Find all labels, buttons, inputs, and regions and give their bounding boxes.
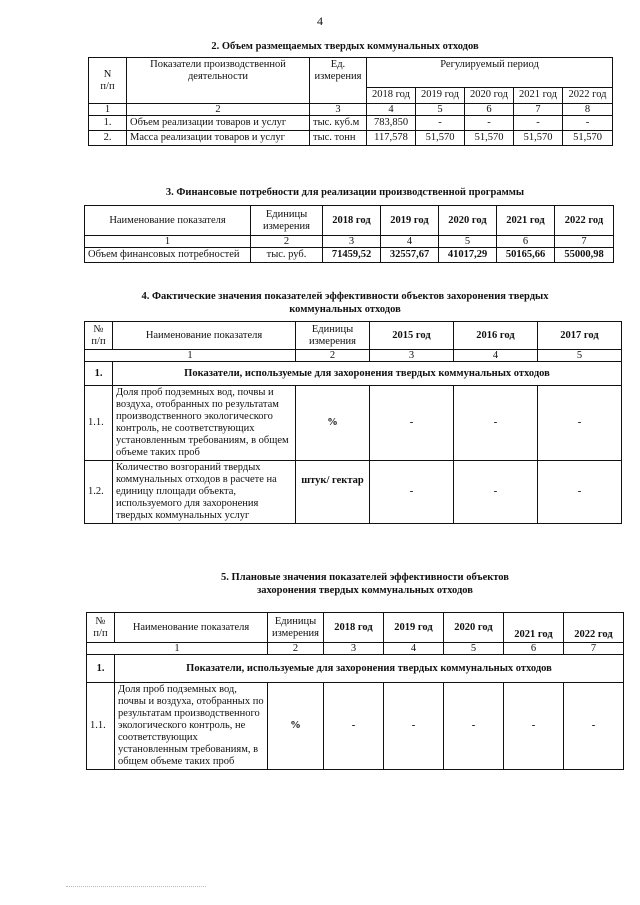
header-name: Наименование показателя [115,613,268,643]
year-header: 2015 год [370,322,454,350]
row-number: 1. [89,116,127,131]
group-title: Показатели, используемые для захоронения твердых коммунальных отходов [113,362,622,386]
group-row [85,362,622,386]
row-number: 1.2. [85,461,113,524]
row-name: Объем финансовых потребностей [85,248,251,263]
cell-value: - [370,386,454,461]
section-5-table [86,612,624,770]
header-period: Регулируемый период [367,58,613,88]
col-num: 6 [504,643,564,655]
cell-value: 32557,67 [381,248,439,263]
year-header: 2017 год [538,322,622,350]
col-num: 2 [251,236,323,248]
section-4-title [60,290,630,316]
group-number: 1. [85,362,113,386]
cell-value: 50165,66 [497,248,555,263]
col-num: 5 [538,350,622,362]
col-num: 5 [439,236,497,248]
row-name: Количество возгораний твердых коммунальных отходов в расчете на единицу площади объекта, используемого для захоронения твердых коммунальных услуг [113,461,296,524]
year-header: 2016 год [454,322,538,350]
cell-value: 117,578 [367,131,416,146]
cell-value: 71459,52 [323,248,381,263]
row-name: Масса реализации товаров и услуг [127,131,310,146]
row-unit: тыс. тонн [310,131,367,146]
header-unit: Единицы измерения [296,322,370,350]
year-header: 2022 год [563,88,613,104]
header-unit: Ед. измерения [310,58,367,104]
col-num: 4 [367,104,416,116]
cell-value: 783,850 [367,116,416,131]
year-header: 2022 год [555,206,614,236]
col-num: 2 [268,643,324,655]
header-unit: Единицы измерения [251,206,323,236]
table-row [87,683,624,770]
row-number: 2. [89,131,127,146]
cell-value: - [563,116,613,131]
col-num: 2 [296,350,370,362]
section-5-title-line2: захоронения твердых коммунальных отходов [257,585,473,596]
year-header: 2022 год [564,613,624,643]
col-num: 7 [555,236,614,248]
col-num: 1 [85,236,251,248]
col-num: 7 [564,643,624,655]
cell-value: 51,570 [563,131,613,146]
row-unit: % [268,683,324,770]
cell-value: 41017,29 [439,248,497,263]
group-row [87,655,624,683]
cell-value: - [444,683,504,770]
col-num: 8 [563,104,613,116]
table-row [85,248,614,263]
row-unit: % [296,386,370,461]
section-2-table [88,57,613,146]
col-num: 7 [514,104,563,116]
cell-value: 51,570 [416,131,465,146]
col-num: 5 [444,643,504,655]
column-numbers [87,643,624,655]
year-header: 2021 год [504,613,564,643]
column-numbers [89,104,613,116]
col-num: 3 [323,236,381,248]
col-num: 6 [497,236,555,248]
section-2-title: 2. Объем размещаемых твердых коммунальных отходов [211,41,479,52]
group-title: Показатели, используемые для захоронения твердых коммунальных отходов [115,655,624,683]
col-num: 1 [87,643,268,655]
row-number: 1.1. [85,386,113,461]
cell-value: 55000,98 [555,248,614,263]
year-header: 2020 год [465,88,514,104]
section-4-title-line2: коммунальных отходов [289,304,401,315]
year-header: 2020 год [444,613,504,643]
col-num: 4 [381,236,439,248]
table-row [89,116,613,131]
group-number: 1. [87,655,115,683]
col-num: 2 [127,104,310,116]
col-num: 4 [454,350,538,362]
col-num: 3 [310,104,367,116]
header-name: Наименование показателя [85,206,251,236]
col-num: 5 [416,104,465,116]
cell-value: - [454,461,538,524]
header-indicator: Показатели производственной деятельности [127,58,310,104]
row-name: Доля проб подземных вод, почвы и воздуха, отобранных по результатам производственного экологического контроль, не соответствующих установленным требованиям, в общем объеме таких проб [113,386,296,461]
section-3-table [84,205,614,263]
col-num: 1 [85,350,296,362]
row-unit: тыс. куб.м [310,116,367,131]
year-header: 2019 год [381,206,439,236]
year-header: 2019 год [384,613,444,643]
row-name: Объем реализации товаров и услуг [127,116,310,131]
col-num: 4 [384,643,444,655]
year-header: 2021 год [497,206,555,236]
col-num: 1 [89,104,127,116]
year-header: 2019 год [416,88,465,104]
cell-value: - [454,386,538,461]
section-3-title: 3. Финансовые потребности для реализации производственной программы [165,187,525,198]
row-unit: тыс. руб. [251,248,323,263]
cell-value: - [504,683,564,770]
header-name: Наименование показателя [113,322,296,350]
col-num: 3 [324,643,384,655]
year-header: 2018 год [324,613,384,643]
cell-value: 51,570 [514,131,563,146]
row-number: 1.1. [87,683,115,770]
page-number: 4 [317,14,323,28]
year-header: 2018 год [323,206,381,236]
header-n: № п/п [85,322,113,350]
col-num: 3 [370,350,454,362]
year-header: 2021 год [514,88,563,104]
row-name: Доля проб подземных вод, почвы и воздуха, отобранных по результатам производственного экологического контроль, не соответствующих установленным требованиям, в общем объеме таких проб [115,683,268,770]
header-n: N п/п [89,58,127,104]
section-5-title [80,571,640,597]
section-4-table [84,321,622,524]
section-5-title-line1: 5. Плановые значения показателей эффективности объектов [221,572,509,583]
cell-value: - [538,461,622,524]
footer-divider [66,886,206,887]
table-row [85,461,622,524]
col-num: 6 [465,104,514,116]
year-header: 2018 год [367,88,416,104]
header-n: № п/п [87,613,115,643]
cell-value: - [538,386,622,461]
cell-value: - [370,461,454,524]
column-numbers [85,236,614,248]
cell-value: - [564,683,624,770]
cell-value: - [384,683,444,770]
cell-value: 51,570 [465,131,514,146]
cell-value: - [324,683,384,770]
header-unit: Единицы измерения [268,613,324,643]
column-numbers [85,350,622,362]
table-row [89,131,613,146]
section-4-title-line1: 4. Фактические значения показателей эффективности объектов захоронения твердых [141,291,549,302]
table-row [85,386,622,461]
cell-value: - [465,116,514,131]
year-header: 2020 год [439,206,497,236]
row-unit: штук/ гектар [296,461,370,524]
cell-value: - [514,116,563,131]
cell-value: - [416,116,465,131]
